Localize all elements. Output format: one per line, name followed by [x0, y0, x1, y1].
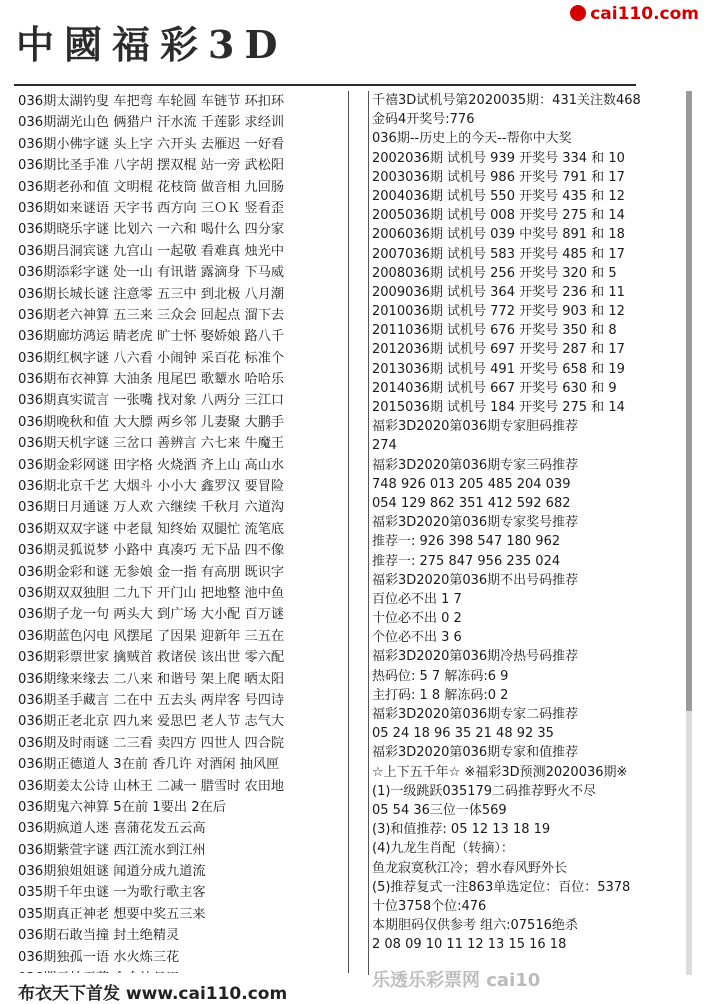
- list-item: 036期石敢当撞 封土绝精灵: [18, 928, 180, 944]
- list-item: 036期廊坊鸿运 睛老虎 旷士怀 娶娇娘 路八千: [18, 329, 285, 345]
- info-line: 2008036期 试机号 256 开奖号 320 和 5: [372, 265, 617, 281]
- list-item: 036期小佛字谜 头上字 六开头 去雁迟 一好看: [18, 136, 285, 152]
- info-line: (1)一级跳跃035179二码推荐野火不尽: [372, 783, 597, 799]
- info-line: 2013036期 试机号 491 开奖号 658 和 19: [372, 361, 625, 377]
- info-line: 福彩3D2020第036期不出号码推荐: [372, 572, 579, 588]
- list-item: 036期老孙和值 文明棍 花枝筒 做音相 九回肠: [18, 179, 285, 195]
- info-line: ☆上下五千年☆ ※福彩3D预测2020036期※: [372, 764, 628, 780]
- list-item: 036期子龙一句 两头大 到广场 大小配 百万谜: [18, 607, 285, 623]
- header-divider: [14, 62, 636, 86]
- info-line: 千禧3D试机号第2020035期：431关注数468: [372, 93, 641, 108]
- footer-text: 布衣天下首发 www.cai110.com: [18, 984, 288, 1004]
- info-line: 2014036期 试机号 667 开奖号 630 和 9: [372, 380, 617, 396]
- logo-circle-icon: [570, 5, 586, 21]
- scrollbar[interactable]: [686, 91, 692, 975]
- list-item: 036期金彩网谜 田字格 火烧酒 齐上山 高山水: [18, 457, 285, 473]
- list-item: 036期吕洞宾谜 九宫山 一起敬 看难真 烛光中: [18, 243, 285, 259]
- list-item: 036期双双独胆 二九下 开门山 把地整 池中鱼: [18, 585, 285, 601]
- list-item: 036期正老北京 四九来 爱思巴 老人节 志气大: [18, 714, 285, 730]
- list-item: 036期紫萱字谜 西江流水到江州: [18, 842, 206, 858]
- list-item: 036期日月通谜 万人欢 六继续 千秋月 六道沟: [18, 500, 285, 516]
- list-item: 036期晓乐字谜 比划六 一六和 喝什么 四分家: [18, 222, 285, 238]
- info-line: 2009036期 试机号 364 开奖号 236 和 11: [372, 284, 625, 300]
- info-line: (3)和值推荐: 05 12 13 18 19: [372, 822, 551, 838]
- list-item: 036期湖光山色 俩猎户 汗水流 千莲影 求经训: [18, 115, 285, 131]
- info-line: 2003036期 试机号 986 开奖号 791 和 17: [372, 169, 625, 185]
- list-item: 036期圣手藏言 二在中 五去头 两岸客 号四诗: [18, 692, 285, 708]
- info-line: (4)九龙生肖配（转摘）：: [372, 841, 514, 857]
- list-item: 036期正德道人 3在前 香几许 对酒闲 抽风匣: [18, 757, 280, 773]
- site-domain: cai110.com: [590, 4, 699, 24]
- list-item: 036期红枫字谜 八六看 小闹钟 采百花 标准个: [18, 350, 285, 366]
- watermark: 乐透乐彩票网 cai10: [372, 970, 541, 991]
- page-title: 中國福彩3D: [16, 22, 288, 67]
- list-item: 036期太湖钓叟 车把弯 车轮圆 车链节 环扣环: [18, 94, 285, 109]
- list-item: 035期千年虫谜 一为歌行歌主客: [18, 885, 206, 901]
- info-line: 2 08 09 10 11 12 13 15 16 18: [372, 937, 567, 953]
- list-item: 036期天机字谜 三岔口 善辨言 六七来 牛魔王: [18, 436, 285, 452]
- info-line: 推荐一: 926 398 547 180 962: [372, 534, 561, 550]
- info-line: 2015036期 试机号 184 开奖号 275 和 14: [372, 400, 625, 415]
- list-item: 036期狼姐姐谜 闻道分成九道流: [18, 864, 206, 880]
- list-item: 036期灵狐说梦 小路中 真凑巧 无下品 四不像: [18, 543, 285, 559]
- info-line: 2005036期 试机号 008 开奖号 275 和 14: [372, 208, 625, 224]
- info-line: 054 129 862 351 412 592 682: [372, 495, 571, 511]
- list-item: 036期比圣手准 八字胡 摆双棍 站一旁 武松阳: [18, 158, 285, 174]
- info-line: 2012036期 试机号 697 开奖号 287 和 17: [372, 342, 625, 358]
- right-info-panel: [368, 91, 689, 975]
- list-item: 036期双双字谜 中老鼠 知终始 双腿忙 流笔底: [18, 521, 285, 537]
- list-item: 035期真正神老 想要中奖五三来: [18, 906, 206, 922]
- info-line: 2002036期 试机号 939 开奖号 334 和 10: [372, 150, 625, 166]
- list-item: 036期添彩字谜 处一山 有讯谐 露滴身 下马威: [18, 265, 285, 281]
- info-line: 2007036期 试机号 583 开奖号 485 和 17: [372, 246, 625, 262]
- info-line: 2006036期 试机号 039 中奖号 891 和 18: [372, 227, 625, 243]
- list-item: 036期金彩和谜 无参娘 金一指 有高朋 既识字: [18, 564, 285, 580]
- info-line: 05 54 36三位一体569: [372, 802, 507, 818]
- info-line: 个位必不出 3 6: [372, 630, 462, 646]
- list-item: 036期北京千艺 大烟斗 小小大 鑫罗汉 要冒险: [18, 479, 285, 495]
- list-item: 036期鬼六神算 5在前 1要出 2在后: [18, 799, 226, 815]
- info-line: 274: [372, 438, 397, 454]
- info-line: 福彩3D2020第036期专家三码推荐: [372, 457, 579, 473]
- list-item: 036期疯道人迷 喜蒲花发五云高: [18, 821, 206, 837]
- list-item: [18, 968, 348, 973]
- list-item: 036期缘来缘去 二八来 和谐号 架上爬 晒太阳: [18, 671, 285, 687]
- info-line: 福彩3D2020第036期专家二码推荐: [372, 707, 579, 722]
- info-line: (5)推荐复式一注863单选定位：百位：5378: [372, 879, 631, 895]
- info-line: 十位3758个位:476: [372, 898, 487, 914]
- left-riddle-list: [18, 91, 349, 973]
- info-line: 福彩3D2020第036期专家和值推荐: [372, 745, 579, 761]
- list-item: 036期老六神算 五三来 三众会 回起点 溜下去: [18, 307, 285, 323]
- list-item: 036期姜太公诗 山林王 二减一 腊雪时 农田地: [18, 778, 285, 794]
- list-item: 036期晚秋和值 大大膘 两乡邻 儿妻聚 大鹏手: [18, 414, 285, 430]
- list-item: 036期及时雨谜 二三看 卖四方 四世人 四合院: [18, 735, 285, 751]
- info-line: 百位必不出 1 7: [372, 591, 462, 607]
- info-line: 本期胆码仅供参考 组六:07516绝杀: [372, 918, 578, 934]
- list-item: 036期长城长谜 注意零 五三中 到北极 八月潮: [18, 286, 285, 302]
- info-line: 748 926 013 205 485 204 039: [372, 476, 571, 492]
- list-item: 036期布衣神算 大油条 甩尾巴 歌颦水 哈哈乐: [18, 372, 285, 388]
- info-line: 05 24 18 96 35 21 48 92 35: [372, 726, 554, 742]
- list-item: 036期真实谎言 一张嘴 找对象 八两分 三江口: [18, 393, 285, 409]
- list-item: 036期蓝色闪电 风摆尾 了因果 迎新年 三五在: [18, 628, 285, 644]
- info-line: 金码4开奖号:776: [372, 112, 475, 128]
- site-logo: [570, 4, 699, 24]
- info-line: 十位必不出 0 2: [372, 611, 462, 627]
- list-item: 036期彩票世家 擒贼首 救诸侯 该出世 零六配: [18, 650, 285, 666]
- list-item: 036期独孤一语 水火炼三花: [18, 949, 180, 965]
- info-line: 2010036期 试机号 772 开奖号 903 和 12: [372, 304, 625, 320]
- info-line: 主打码: 1 8 解冻码:0 2: [372, 687, 509, 703]
- info-line: 福彩3D2020第036期专家胆码推荐: [372, 419, 579, 435]
- info-line: 2004036期 试机号 550 开奖号 435 和 12: [372, 188, 625, 204]
- info-line: 福彩3D2020第036期专家奖号推荐: [372, 515, 579, 531]
- info-line: 036期--历史上的今天--帮你中大奖: [372, 131, 572, 147]
- info-line: 鱼龙寂寞秋江冷；碧水春风野外长: [372, 860, 568, 876]
- info-line: 福彩3D2020第036期冷热号码推荐: [372, 649, 579, 665]
- info-line: 热码位: 5 7 解冻码:6 9: [372, 668, 509, 684]
- info-line: 推荐一: 275 847 956 235 024: [372, 553, 561, 569]
- list-item: 036期如来谜语 天字书 西方向 三ＯＫ 竖看歪: [18, 200, 285, 216]
- info-line: 2011036期 试机号 676 开奖号 350 和 8: [372, 323, 617, 339]
- scrollbar-thumb[interactable]: [686, 91, 692, 711]
